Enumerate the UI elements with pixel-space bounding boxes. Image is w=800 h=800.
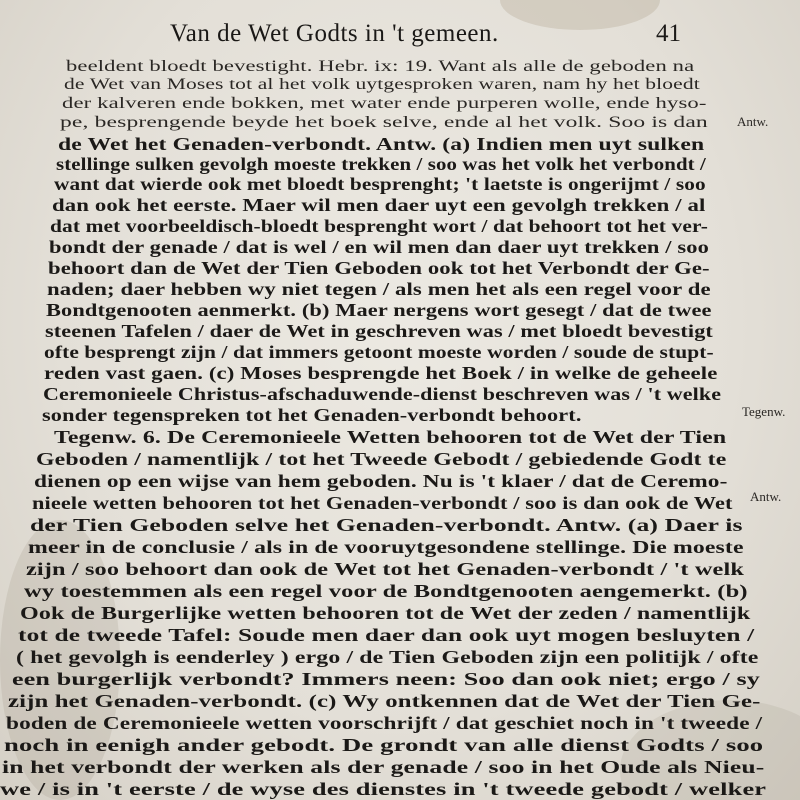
text-line: de Wet het Genaden-verbondt. Antw. (a) Indien men uyt sulken: [58, 134, 705, 154]
running-title: Van de Wet Godts in 't gemeen.: [170, 20, 499, 47]
text-line: Ceremonieele Christus-afschaduwende-dienst beschreven was / 't welke: [43, 384, 722, 404]
body-text: [0, 58, 800, 800]
text-line: beeldent bloedt bevestight. Hebr. ix: 19. Want als alle de geboden na: [66, 58, 695, 75]
text-line: nieele wetten behooren tot het Genaden-verbondt / soo is dan ook de Wet: [32, 493, 733, 513]
text-line: ofte besprengt zijn / dat immers getoont moeste worden / soude de stupt-: [44, 342, 714, 362]
text-line: der kalveren ende bokken, met water ende purperen wolle, ende hyso-: [62, 95, 707, 112]
text-line: Geboden / namentlijk / tot het Tweede Gebodt / gebiedende Godt te: [36, 449, 727, 469]
text-line: bondt der genade / dat is wel / en wil men dan daer uyt trekken / soo: [49, 237, 709, 257]
page-header: [0, 20, 800, 60]
text-line: Tegenw. 6. De Ceremonieele Wetten behooren tot de Wet der Tien: [54, 427, 727, 447]
text-line: noch in eenigh ander gebodt. De grondt van alle dienst Godts / soo: [4, 735, 764, 755]
text-line: behoort dan de Wet der Tien Geboden ook tot het Verbondt der Ge-: [48, 258, 710, 278]
text-line: boden de Ceremonieele wetten voorschrijft / dat geschiet noch in 't tweede /: [6, 713, 763, 733]
text-line: pe, besprengende beyde het boek selve, ende al het volk. Soo is dan: [60, 114, 708, 131]
text-line: Bondtgenooten aenmerkt. (b) Maer nergens wort gesegt / dat de twee: [46, 300, 712, 320]
page-number: 41: [656, 20, 681, 47]
text-line: steenen Tafelen / daer de Wet in geschreven was / met bloedt bevestigt: [45, 321, 713, 341]
text-line: wy toestemmen als een regel voor de Bondtgenooten aengemerkt. (b): [24, 581, 748, 601]
text-line: een burgerlijk verbondt? Immers neen: Soo dan ook niet; ergo / sy: [12, 669, 760, 689]
margin-note: Antw.: [750, 489, 782, 504]
text-line: de Wet van Moses tot al het volk uytgesproken waren, nam hy het bloedt: [64, 76, 700, 93]
margin-note: Tegenw.: [742, 404, 786, 419]
text-line: zijn het Genaden-verbondt. (c) Wy ontkennen dat de Wet der Tien Ge-: [8, 691, 761, 711]
text-line: naden; daer hebben wy niet tegen / als men het als een regel voor de: [47, 279, 711, 299]
text-line: dan ook het eerste. Maer wil men daer uyt een gevolgh trekken / al: [52, 195, 706, 215]
text-line: tot de tweede Tafel: Soude men daer dan ook uyt mogen besluyten /: [18, 625, 755, 645]
text-line: meer in de conclusie / als in de vooruytgesondene stellinge. Die moeste: [28, 537, 744, 557]
text-line: dienen op een wijse van hem geboden. Nu is 't klaer / dat de Ceremo-: [34, 471, 728, 491]
text-line: dat met voorbeeldisch-bloedt besprenght wort / dat behoort tot het ver-: [50, 216, 709, 236]
text-line: zijn / soo behoort dan ook de Wet tot het Genaden-verbondt / 't welk: [26, 559, 744, 579]
text-line: sonder tegenspreken tot het Genaden-verbondt behoort.: [42, 405, 582, 425]
text-line: der Tien Geboden selve het Genaden-verbondt. Antw. (a) Daer is: [30, 515, 743, 535]
text-line: in het verbondt der werken als der genade / soo in het Oude als Nieu-: [2, 757, 765, 777]
text-line: ( het gevolgh is eenderley ) ergo / de Tien Geboden zijn een politijk / ofte: [16, 647, 759, 667]
text-line: reden vast gaen. (c) Moses besprengde het Boek / in welke de geheele: [44, 363, 718, 383]
text-line: want dat wierde ook met bloedt besprenght; 't laetste is ongerijmt / soo: [54, 174, 706, 194]
text-line: we / is in 't eerste / de wyse des dienstes in 't tweede gebodt / welker: [0, 779, 767, 799]
margin-note: Antw.: [737, 114, 769, 129]
text-line: stellinge sulken gevolgh moeste trekken / soo was het volk het verbondt /: [56, 154, 706, 174]
text-line: Ook de Burgerlijke wetten behooren tot de Wet der zeden / namentlijk: [20, 603, 751, 623]
